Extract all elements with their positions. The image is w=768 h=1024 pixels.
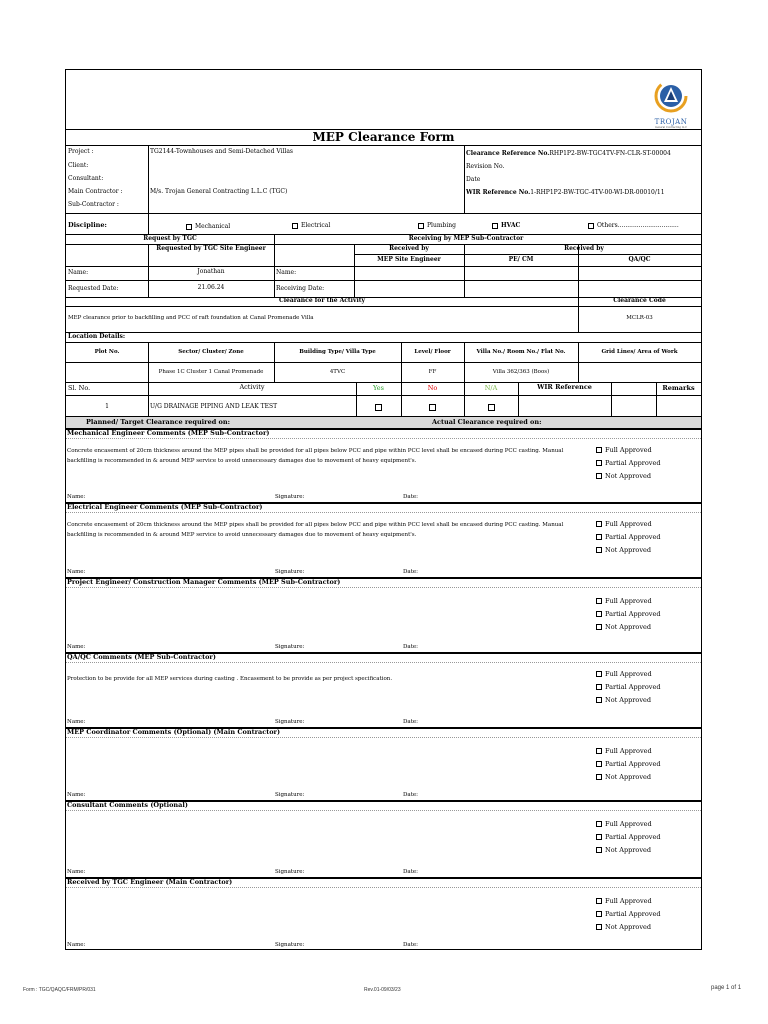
mep-site-engineer: MEP Site Engineer [377, 256, 441, 263]
checkbox-icon[interactable] [596, 911, 602, 917]
section-title: Electrical Engineer Comments (MEP Sub-Contractor) [67, 503, 263, 511]
section-name-label: Name: [67, 719, 86, 725]
clearance-activity-header: Clearance for the Activity [279, 297, 365, 304]
received-by-label-2: Received by [564, 245, 604, 252]
section-date-label: Date: [403, 494, 419, 500]
checkbox-icon[interactable] [596, 834, 602, 840]
section-signature-label: Signature: [275, 719, 305, 725]
pe-cm: PE/ CM [508, 256, 534, 263]
approval-option[interactable]: Partial Approved [596, 681, 661, 694]
clearance-ref-label: Clearance Reference No. [466, 150, 550, 157]
checkbox-icon[interactable] [596, 547, 602, 553]
loc-header-building: Building Type/ Villa Type [299, 349, 376, 355]
checkbox-icon[interactable] [596, 447, 602, 453]
approval-option[interactable]: Not Approved [596, 921, 651, 934]
section-date-label: Date: [403, 644, 419, 650]
clearance-ref-value: RHP1P2-BW-TGC4TV-FN-CLR-ST-00004 [549, 150, 671, 157]
approval-option[interactable]: Partial Approved [596, 758, 661, 771]
qa-qc: QA/QC [628, 256, 651, 263]
trojan-logo-icon [650, 78, 692, 114]
approval-option[interactable]: Partial Approved [596, 831, 661, 844]
revision-label: Revision No. [466, 163, 505, 170]
wir-ref-value: 1-RHP1P2-BW-TGC-4TV-00-WI-DR-00010/11 [530, 189, 665, 196]
section-date-label: Date: [403, 792, 419, 798]
section-name-label: Name: [67, 569, 86, 575]
logo-tagline: General Contracting LLC [654, 126, 687, 129]
approval-option[interactable]: Not Approved [596, 694, 651, 707]
approval-option[interactable]: Not Approved [596, 844, 651, 857]
location-label: Location Details: [68, 333, 126, 340]
section-date-label: Date: [403, 942, 419, 948]
approval-option[interactable]: Partial Approved [596, 908, 661, 921]
approval-option[interactable]: Full Approved [596, 895, 652, 908]
clearance-ref [466, 150, 671, 158]
logo-name: TROJAN [654, 118, 688, 126]
requested-date-label: Requested Date: [68, 285, 119, 292]
section-comment: Concrete encasement of 20cm thickness around the MEP pipes shall be provided for all pipes below PCC and pipe within PCC level shall be encased during PCC casting. Manual backfilling is recommended in & around MEP service to avoid unnecessary damages due to movement of heavy equipment's. [67, 522, 564, 538]
approval-option[interactable]: Full Approved [596, 444, 652, 457]
name-value: Jonathan [197, 268, 225, 275]
act-header-activity: Activity [239, 383, 265, 391]
comment-section [66, 578, 701, 653]
checkbox-icon[interactable] [596, 924, 602, 930]
section-signature-label: Signature: [275, 942, 305, 948]
approval-option[interactable]: Partial Approved [596, 531, 661, 544]
receiving-by-mep: Receiving by MEP Sub-Contractor [408, 235, 524, 242]
actual-label: Actual Clearance required on: [432, 418, 542, 426]
checkbox-icon[interactable] [418, 223, 424, 229]
checkbox-icon[interactable] [596, 761, 602, 767]
checkbox-icon[interactable] [492, 223, 498, 229]
footer-page: page 1 of 1 [711, 985, 742, 991]
section-title: Consultant Comments (Optional) [67, 801, 188, 809]
checkbox-icon[interactable] [596, 598, 602, 604]
checkbox-icon[interactable] [186, 224, 192, 230]
client-label: Client: [68, 162, 89, 169]
trojan-logo [650, 78, 692, 128]
section-name-label: Name: [67, 792, 86, 798]
checkbox-icon[interactable] [596, 460, 602, 466]
discipline-label: Discipline: [68, 221, 107, 229]
footer-rev: Rev.01-09/03/23 [364, 987, 401, 993]
checkbox-icon[interactable] [292, 223, 298, 229]
clearance-code-value: MCLR-03 [626, 315, 653, 321]
wir-ref-label: WIR Reference No. [466, 189, 531, 196]
clearance-activity-desc: MEP clearance prior to backfilling and PCC of raft foundation at Canal Promenade Villa [68, 315, 314, 321]
name-label-2: Name: [276, 269, 297, 276]
loc-value-level: FF [428, 369, 437, 375]
comment-section [66, 653, 701, 728]
project-label: Project : [68, 148, 94, 155]
approval-option[interactable]: Not Approved [596, 470, 651, 483]
receiving-date-label: Receiving Date: [276, 285, 325, 292]
approval-option[interactable]: Not Approved [596, 621, 651, 634]
approval-option[interactable]: Not Approved [596, 544, 651, 557]
section-title: Project Engineer/ Construction Manager Comments (MEP Sub-Contractor) [67, 578, 341, 586]
form-title: MEP Clearance Form [312, 130, 455, 144]
loc-header-level: Level/ Floor [414, 349, 451, 355]
footer-form: Form : TGC/QAQC/FRM/PR/031 [23, 987, 96, 993]
request-by-tgc: Request by TGC [143, 235, 197, 242]
section-title: Mechanical Engineer Comments (MEP Sub-Contractor) [67, 429, 270, 437]
loc-header-villa: Villa No./ Room No./ Flat No. [476, 349, 566, 355]
consultant-label: Consultant: [68, 175, 104, 182]
main-contractor-label: Main Contractor : [68, 188, 123, 195]
name-label: Name: [68, 269, 89, 276]
act-na-checkbox[interactable] [488, 404, 495, 411]
checkbox-icon[interactable] [596, 774, 602, 780]
requested-by-engineer: Requested by TGC Site Engineer [156, 245, 266, 252]
act-no-checkbox[interactable] [429, 404, 436, 411]
main-contractor-value: M/s. Trojan General Contracting L.L.C (TGC) [150, 188, 288, 195]
act-header-sl: Sl. No. [68, 384, 91, 392]
approval-option[interactable]: Partial Approved [596, 608, 661, 621]
checkbox-icon[interactable] [596, 697, 602, 703]
requested-date-value: 21.06.24 [197, 284, 225, 291]
act-header-wir: WIR Reference [537, 383, 592, 391]
checkbox-icon[interactable] [596, 611, 602, 617]
act-row-activity: U/G DRAINAGE PIPING AND LEAK TEST [150, 403, 278, 410]
discipline-electrical[interactable]: Electrical [292, 222, 330, 230]
comment-section [66, 503, 701, 578]
checkbox-icon[interactable] [596, 898, 602, 904]
checkbox-icon[interactable] [596, 521, 602, 527]
comment-section [66, 728, 701, 801]
checkbox-icon[interactable] [596, 473, 602, 479]
checkbox-icon[interactable] [596, 684, 602, 690]
comment-section [66, 429, 701, 503]
act-header-yes: Yes [373, 384, 384, 392]
checkbox-icon[interactable] [596, 748, 602, 754]
planned-label: Planned/ Target Clearance required on: [86, 418, 230, 426]
approval-option[interactable]: Partial Approved [596, 457, 661, 470]
approval-option[interactable]: Full Approved [596, 668, 652, 681]
form-frame [65, 69, 702, 950]
section-signature-label: Signature: [275, 869, 305, 875]
loc-header-sector: Sector/ Cluster/ Zone [178, 349, 244, 355]
act-header-no: No [427, 384, 438, 392]
approval-option[interactable]: Full Approved [596, 518, 652, 531]
checkbox-icon[interactable] [596, 821, 602, 827]
discipline-others[interactable]: Others................................ [588, 222, 679, 230]
act-header-na: N/A [484, 384, 498, 392]
checkbox-icon[interactable] [588, 223, 594, 229]
discipline-plumbing[interactable]: Plumbing [418, 222, 464, 230]
section-name-label: Name: [67, 869, 86, 875]
wir-ref [466, 189, 665, 197]
section-title: QA/QC Comments (MEP Sub-Contractor) [67, 653, 216, 661]
section-comment: Concrete encasement of 20cm thickness around the MEP pipes shall be provided for all pipes below PCC and pipe within PCC level shall be encased during PCC casting. Manual backfilling is recommended in & around MEP service to avoid unnecessary damages due to movement of heavy equipment's. [67, 448, 564, 464]
loc-header-plot: Plot No. [94, 349, 120, 355]
section-date-label: Date: [403, 569, 419, 575]
section-signature-label: Signature: [275, 494, 305, 500]
approval-option[interactable]: Full Approved [596, 818, 652, 831]
loc-value-building: 4TVC [329, 369, 346, 375]
received-by-label: Received by [389, 245, 429, 252]
section-title: MEP Coordinator Comments (Optional) (Main Contractor) [67, 728, 281, 736]
approval-option[interactable]: Full Approved [596, 745, 652, 758]
section-signature-label: Signature: [275, 644, 305, 650]
discipline-mechanical[interactable]: Mechanical [186, 223, 230, 231]
section-comment: Protection to be provide for all MEP services during casting . Encasement to be provide as per project specification. [67, 676, 393, 682]
clearance-code-header: Clearance Code [613, 297, 666, 304]
checkbox-icon[interactable] [596, 847, 602, 853]
section-name-label: Name: [67, 942, 86, 948]
section-signature-label: Signature: [275, 792, 305, 798]
checkbox-icon[interactable] [596, 671, 602, 677]
act-header-remarks: Remarks [662, 384, 695, 392]
section-date-label: Date: [403, 869, 419, 875]
date-label: Date [466, 176, 481, 183]
loc-header-grid: Grid Lines/ Area of Work [601, 349, 678, 355]
comment-section [66, 801, 701, 878]
comment-section [66, 878, 701, 951]
checkbox-icon[interactable] [596, 534, 602, 540]
loc-value-sector: Phase 1C Cluster 1 Canal Promenade [158, 369, 264, 375]
loc-value-villa: Villa 362/363 (Boos) [492, 369, 550, 375]
section-date-label: Date: [403, 719, 419, 725]
section-title: Received by TGC Engineer (Main Contractor) [67, 878, 233, 886]
sub-contractor-label: Sub-Contractor : [68, 201, 119, 208]
checkbox-icon[interactable] [596, 624, 602, 630]
section-name-label: Name: [67, 494, 86, 500]
discipline-hvac[interactable]: HVAC [492, 222, 520, 230]
section-signature-label: Signature: [275, 569, 305, 575]
approval-option[interactable]: Full Approved [596, 595, 652, 608]
project-value: TG2144-Townhouses and Semi-Detached Villas [150, 148, 293, 155]
act-yes-checkbox[interactable] [375, 404, 382, 411]
approval-option[interactable]: Not Approved [596, 771, 651, 784]
act-row-sl: 1 [105, 403, 109, 410]
section-name-label: Name: [67, 644, 86, 650]
